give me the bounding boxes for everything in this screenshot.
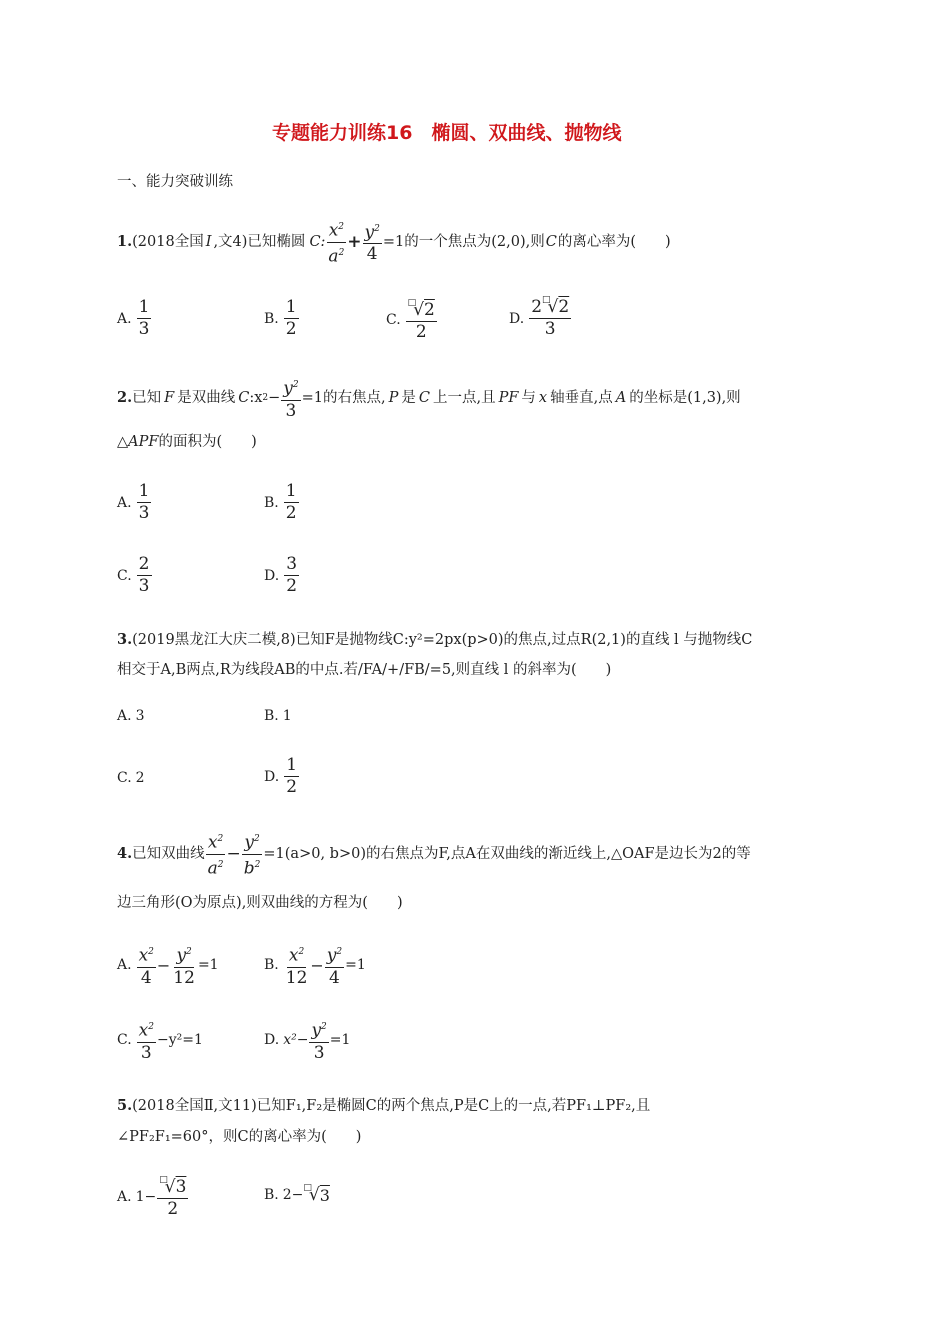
page-title: 专题能力训练16 椭圆、双曲线、抛物线 xyxy=(272,122,622,144)
option-d[interactable]: D. 2 □ √ 2 3 xyxy=(509,295,570,339)
question-4-line-2: 边三角形(O为原点),则双曲线的方程为( ) xyxy=(117,895,403,911)
option-c[interactable]: C. $\frac{2}{3}$ xyxy=(117,554,150,596)
option-d[interactable]: D. $\frac{3}{2}$ xyxy=(264,554,298,596)
option-a[interactable]: A. 3 xyxy=(117,708,145,724)
option-a[interactable]: A. $\frac{1}{3}$ xyxy=(117,297,150,339)
option-a[interactable]: A. 1− □ √ 3 2 xyxy=(117,1175,187,1219)
q1-text: ,文4)已知椭圆 xyxy=(213,234,306,251)
question-3-line-2: 相交于A,B两点,R为线段AB的中点.若/FA/+/FB/=5,则直线 l 的斜率为( ) xyxy=(117,662,612,678)
q1-var: C: xyxy=(309,234,326,251)
question-2: 2. 已知 F 是双曲线 C :x 2 − $\frac{y^2}{3}$ =1的右焦点, P 是 C 上一点,且 PF 与 x 轴垂直,点 A 的坐标是(1,3),则 xyxy=(117,376,741,421)
q1-roman: I xyxy=(205,234,212,251)
fraction: $\frac{y^2}{4}$ xyxy=(363,220,382,265)
option-c[interactable]: C. 2 xyxy=(117,770,145,786)
option-b[interactable]: B. $\frac{1}{2}$ xyxy=(264,297,297,339)
option-c[interactable]: C. □ √ 2 2 xyxy=(386,298,435,342)
option-b[interactable]: B. $\frac{x^2}{12}$ − $\frac{y^2}{4}$ =1 xyxy=(264,943,366,988)
fraction: $\frac{x^2}{a^2}$ xyxy=(326,218,346,266)
option-b[interactable]: B. 1 xyxy=(264,708,292,724)
question-1: 1. (2018全国 I ,文4)已知椭圆 C: $\frac{x^2}{a^2}$ + $\frac{y^2}{4}$ =1的一个焦点为(2,0),则 C 的离心率为( ) xyxy=(117,218,671,266)
option-d[interactable]: D. $\frac{1}{2}$ xyxy=(264,755,298,797)
question-5-line-2: ∠PF₂F₁=60°，则C的离心率为( ) xyxy=(117,1129,362,1145)
option-d[interactable]: D. x²− $\frac{y^2}{3}$ =1 xyxy=(264,1018,350,1063)
option-b[interactable]: B. 2− □ √ 3 xyxy=(264,1183,330,1205)
question-5: 5.(2018全国Ⅱ,文11)已知F₁,F₂是椭圆C的两个焦点,P是C上的一点,若PF₁⊥PF₂,且 xyxy=(117,1097,651,1114)
question-3: 3.(2019黑龙江大庆二模,8)已知F是抛物线C:y²=2px(p>0)的焦点,过点R(2,1)的直线 l 与抛物线C xyxy=(117,631,753,648)
q1-text: =1的一个焦点为(2,0),则 xyxy=(382,234,545,251)
question-4: 4. 已知双曲线 $\frac{x^2}{a^2}$ − $\frac{y^2}{b^2}$ =1(a>0, b>0)的右焦点为F,点A在双曲线的渐近线上,△OAF是边长为2的等 xyxy=(117,830,751,878)
question-number: 1. xyxy=(117,233,133,251)
section-heading: 一、能力突破训练 xyxy=(117,174,233,190)
option-a[interactable]: A. $\frac{x^2}{4}$ − $\frac{y^2}{12}$ =1 xyxy=(117,943,219,988)
q1-source: (2018全国 xyxy=(132,234,204,251)
option-b[interactable]: B. $\frac{1}{2}$ xyxy=(264,481,297,523)
option-a[interactable]: A. $\frac{1}{3}$ xyxy=(117,481,150,523)
question-2-line-2: △APF的面积为( ) xyxy=(117,434,257,450)
option-c[interactable]: C. $\frac{x^2}{3}$ −y²=1 xyxy=(117,1018,203,1063)
q1-text: 的离心率为( ) xyxy=(557,234,671,251)
